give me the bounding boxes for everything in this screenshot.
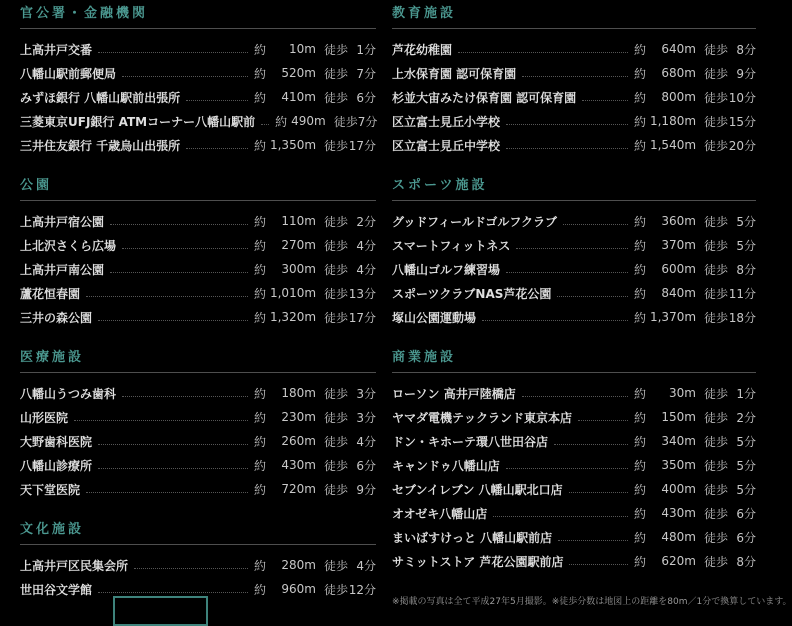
facility-row: [20, 381, 376, 405]
facility-row: [20, 553, 376, 577]
distance-value: 260m: [281, 434, 316, 448]
walk-label: 徒歩: [703, 434, 728, 449]
walk-minutes: 2分: [736, 410, 756, 425]
distance-value: 720m: [281, 482, 316, 496]
section-3: [20, 522, 376, 601]
walk-minutes: 3分: [356, 386, 376, 401]
walk-minutes: 7分: [356, 66, 376, 81]
approx-label: 約: [633, 286, 646, 301]
facility-name: 芦花幼稚園: [392, 42, 453, 57]
dotted-leader: [261, 112, 269, 125]
walk-minutes: 6分: [736, 530, 756, 545]
facility-name: ドン・キホーテ環八世田谷店: [392, 434, 549, 449]
walk-label: 徒歩: [703, 42, 728, 57]
facility-name: セブンイレブン 八幡山駅北口店: [392, 482, 563, 497]
distance-value: 350m: [661, 458, 696, 472]
distance-value: 960m: [281, 582, 316, 596]
section-2: [20, 350, 376, 501]
facility-row: [20, 453, 376, 477]
distance-value: 270m: [281, 238, 316, 252]
facility-row: [20, 281, 376, 305]
approx-label: 約: [253, 42, 266, 57]
section-title: 文化施設: [20, 522, 376, 545]
approx-label: 約: [633, 386, 646, 401]
distance-value: 10m: [289, 42, 316, 56]
walk-label: 徒歩: [703, 114, 728, 129]
approx-label: 約: [253, 214, 266, 229]
walk-label: 徒歩: [323, 458, 348, 473]
walk-label: 徒歩: [703, 482, 728, 497]
distance-value: 360m: [661, 214, 696, 228]
distance-value: 430m: [281, 458, 316, 472]
walk-minutes: 8分: [736, 42, 756, 57]
facility-name: まいばすけっと 八幡山駅前店: [392, 530, 553, 545]
walk-label: 徒歩: [703, 262, 728, 277]
facility-row: [392, 133, 756, 157]
distance-value: 230m: [281, 410, 316, 424]
walk-label: 徒歩: [323, 558, 348, 573]
section-title: 公園: [20, 178, 376, 201]
section-5: [392, 178, 756, 329]
dotted-leader: [563, 212, 628, 225]
approx-label: 約: [633, 506, 646, 521]
walk-label: 徒歩: [703, 410, 728, 425]
facility-row: [392, 405, 756, 429]
more-button[interactable]: [113, 596, 208, 626]
dotted-leader: [578, 408, 628, 421]
dotted-leader: [516, 236, 628, 249]
distance-value: 1,350m: [269, 138, 317, 152]
section-4: [392, 6, 756, 157]
walk-label: 徒歩: [703, 238, 728, 253]
dotted-leader: [569, 552, 628, 565]
walk-minutes: 9分: [356, 482, 376, 497]
distance-value: 180m: [281, 386, 316, 400]
distance-value: 150m: [661, 410, 696, 424]
approx-label: 約: [253, 434, 266, 449]
facility-list: [392, 381, 756, 573]
distance-value: 30m: [669, 386, 696, 400]
facility-row: [392, 477, 756, 501]
facility-row: [392, 257, 756, 281]
dotted-leader: [86, 480, 248, 493]
approx-label: 約: [253, 458, 266, 473]
facility-row: [392, 305, 756, 329]
facility-name: グッドフィールドゴルフクラブ: [392, 214, 558, 229]
approx-label: 約: [253, 66, 266, 81]
dotted-leader: [554, 432, 628, 445]
walk-minutes: 10分: [728, 90, 756, 105]
approx-label: 約: [253, 482, 266, 497]
facility-row: [392, 453, 756, 477]
facility-name: サミットストア 芦花公園駅前店: [392, 554, 564, 569]
facility-row: [392, 109, 756, 133]
distance-value: 680m: [661, 66, 696, 80]
walk-label: 徒歩: [323, 410, 348, 425]
approx-label: 約: [253, 582, 266, 597]
walk-minutes: 11分: [728, 286, 756, 301]
walk-minutes: 12分: [348, 582, 376, 597]
facility-name: スマートフィットネス: [392, 238, 511, 253]
walk-label: 徒歩: [703, 138, 728, 153]
facility-name: 上北沢さくら広場: [20, 238, 117, 253]
facility-list: [20, 37, 376, 157]
walk-minutes: 17分: [348, 310, 376, 325]
facility-list: [20, 553, 376, 601]
distance-value: 430m: [661, 506, 696, 520]
dotted-leader: [569, 480, 628, 493]
facility-name: 八幡山診療所: [20, 458, 93, 473]
dotted-leader: [522, 384, 628, 397]
walk-minutes: 5分: [736, 482, 756, 497]
approx-label: 約: [633, 114, 646, 129]
dotted-leader: [506, 260, 628, 273]
section-6: [392, 350, 756, 573]
facility-row: [392, 501, 756, 525]
walk-label: 徒歩: [323, 42, 348, 57]
dotted-leader: [122, 64, 248, 77]
distance-value: 370m: [661, 238, 696, 252]
distance-value: 400m: [661, 482, 696, 496]
approx-label: 約: [633, 214, 646, 229]
facility-row: [392, 85, 756, 109]
walk-label: 徒歩: [703, 554, 728, 569]
walk-label: 徒歩: [703, 530, 728, 545]
section-0: [20, 6, 376, 157]
approx-label: 約: [253, 310, 266, 325]
walk-label: 徒歩: [703, 90, 728, 105]
walk-minutes: 4分: [356, 434, 376, 449]
dotted-leader: [98, 432, 248, 445]
dotted-leader: [506, 136, 628, 149]
walk-minutes: 5分: [736, 458, 756, 473]
distance-value: 520m: [281, 66, 316, 80]
facility-row: [20, 305, 376, 329]
approx-label: 約: [633, 238, 646, 253]
section-title: スポーツ施設: [392, 178, 756, 201]
walk-minutes: 8分: [736, 262, 756, 277]
walk-minutes: 1分: [356, 42, 376, 57]
facility-name: キャンドゥ八幡山店: [392, 458, 500, 473]
approx-label: 約: [633, 42, 646, 57]
section-title: 官公署・金融機関: [20, 6, 376, 29]
distance-value: 600m: [661, 262, 696, 276]
dotted-leader: [122, 236, 248, 249]
walk-label: 徒歩: [323, 214, 348, 229]
walk-minutes: 2分: [356, 214, 376, 229]
walk-label: 徒歩: [703, 386, 728, 401]
approx-label: 約: [633, 262, 646, 277]
facility-name: スポーツクラブNAS芦花公園: [392, 286, 552, 301]
distance-value: 640m: [661, 42, 696, 56]
walk-label: 徒歩: [323, 238, 348, 253]
dotted-leader: [186, 88, 248, 101]
facility-list: [392, 209, 756, 329]
facility-name: 三菱東京UFJ銀行 ATMコーナー八幡山駅前: [20, 114, 256, 129]
dotted-leader: [482, 308, 628, 321]
approx-label: 約: [253, 238, 266, 253]
facility-row: [392, 429, 756, 453]
facility-row: [20, 233, 376, 257]
facility-row: [20, 429, 376, 453]
distance-value: 340m: [661, 434, 696, 448]
facility-name: 上高井戸南公園: [20, 262, 105, 277]
approx-label: 約: [633, 310, 646, 325]
facility-row: [20, 133, 376, 157]
approx-label: 約: [633, 410, 646, 425]
distance-value: 1,370m: [649, 310, 697, 324]
facility-row: [20, 405, 376, 429]
dotted-leader: [86, 284, 248, 297]
approx-label: 約: [253, 262, 266, 277]
facility-row: [20, 477, 376, 501]
facility-row: [392, 281, 756, 305]
walk-minutes: 15分: [728, 114, 756, 129]
distance-value: 490m: [291, 114, 326, 128]
walk-label: 徒歩: [323, 434, 348, 449]
facility-name: 大野歯科医院: [20, 434, 93, 449]
dotted-leader: [98, 580, 248, 593]
facility-row: [392, 233, 756, 257]
walk-minutes: 5分: [736, 434, 756, 449]
dotted-leader: [506, 456, 628, 469]
facility-name: 上高井戸宿公園: [20, 214, 105, 229]
walk-minutes: 13分: [348, 286, 376, 301]
dotted-leader: [74, 408, 248, 421]
approx-label: 約: [633, 554, 646, 569]
approx-label: 約: [633, 458, 646, 473]
facility-name: 三井の森公園: [20, 310, 93, 325]
dotted-leader: [122, 384, 248, 397]
walk-label: 徒歩: [703, 310, 728, 325]
facility-list: [20, 381, 376, 501]
facility-name: 世田谷文学館: [20, 582, 93, 597]
walk-label: 徒歩: [323, 138, 348, 153]
facility-name: 八幡山駅前郵便局: [20, 66, 117, 81]
approx-label: 約: [253, 90, 266, 105]
walk-minutes: 5分: [736, 214, 756, 229]
distance-value: 800m: [661, 90, 696, 104]
footnote: ※掲載の写真は全て平成27年5月撮影。※徒歩分数は地図上の距離を80m／1分で換算しています。: [392, 597, 792, 607]
dotted-leader: [110, 260, 248, 273]
facility-row: [392, 37, 756, 61]
facility-name: 三井住友銀行 千歳烏山出張所: [20, 138, 181, 153]
distance-value: 1,010m: [269, 286, 317, 300]
facility-name: 上水保育園 認可保育園: [392, 66, 517, 81]
facility-name: 八幡山ゴルフ練習場: [392, 262, 501, 277]
dotted-leader: [134, 556, 248, 569]
distance-value: 300m: [281, 262, 316, 276]
walk-label: 徒歩: [323, 310, 348, 325]
distance-value: 410m: [281, 90, 316, 104]
facility-name: 蘆花恒春園: [20, 286, 81, 301]
column-left: [20, 6, 376, 622]
walk-label: 徒歩: [323, 482, 348, 497]
walk-label: 徒歩: [333, 114, 358, 129]
facility-name: 上高井戸区民集会所: [20, 558, 129, 573]
facility-name: 塚山公園運動場: [392, 310, 477, 325]
distance-value: 1,180m: [649, 114, 697, 128]
walk-minutes: 6分: [356, 90, 376, 105]
walk-minutes: 4分: [356, 262, 376, 277]
facility-row: [20, 85, 376, 109]
section-1: [20, 178, 376, 329]
dotted-leader: [186, 136, 248, 149]
dotted-leader: [506, 112, 628, 125]
approx-label: 約: [633, 90, 646, 105]
approx-label: 約: [253, 410, 266, 425]
dotted-leader: [558, 528, 628, 541]
section-title: 商業施設: [392, 350, 756, 373]
dotted-leader: [458, 40, 628, 53]
facility-row: [392, 61, 756, 85]
dotted-leader: [493, 504, 628, 517]
walk-minutes: 9分: [736, 66, 756, 81]
facility-row: [20, 209, 376, 233]
walk-minutes: 8分: [736, 554, 756, 569]
approx-label: 約: [253, 286, 266, 301]
walk-label: 徒歩: [703, 66, 728, 81]
approx-label: 約: [633, 66, 646, 81]
facility-name: 上高井戸交番: [20, 42, 93, 57]
facility-name: 杉並大宙みたけ保育園 認可保育園: [392, 90, 577, 105]
facility-row: [392, 209, 756, 233]
distance-value: 840m: [661, 286, 696, 300]
walk-minutes: 6分: [736, 506, 756, 521]
facility-row: [20, 37, 376, 61]
distance-value: 620m: [661, 554, 696, 568]
facility-name: オオゼキ八幡山店: [392, 506, 488, 521]
walk-minutes: 18分: [728, 310, 756, 325]
walk-minutes: 6分: [356, 458, 376, 473]
column-right: [392, 6, 792, 607]
walk-label: 徒歩: [323, 582, 348, 597]
dotted-leader: [582, 88, 628, 101]
facility-name: ヤマダ電機テックランド東京本店: [392, 410, 573, 425]
walk-minutes: 4分: [356, 238, 376, 253]
walk-label: 徒歩: [703, 506, 728, 521]
section-title: 医療施設: [20, 350, 376, 373]
facility-name: みずほ銀行 八幡山駅前出張所: [20, 90, 181, 105]
facility-name: ローソン 高井戸陸橋店: [392, 386, 516, 401]
facility-name: 八幡山うつみ歯科: [20, 386, 117, 401]
facility-name: 天下堂医院: [20, 482, 81, 497]
distance-value: 480m: [661, 530, 696, 544]
approx-label: 約: [633, 530, 646, 545]
walk-label: 徒歩: [323, 286, 348, 301]
approx-label: 約: [633, 138, 646, 153]
facility-row: [392, 525, 756, 549]
walk-minutes: 1分: [736, 386, 756, 401]
dotted-leader: [557, 284, 628, 297]
approx-label: 約: [253, 138, 266, 153]
section-title: 教育施設: [392, 6, 756, 29]
walk-label: 徒歩: [323, 262, 348, 277]
facility-row: [20, 257, 376, 281]
distance-value: 1,320m: [269, 310, 317, 324]
walk-label: 徒歩: [323, 90, 348, 105]
walk-label: 徒歩: [703, 214, 728, 229]
dotted-leader: [98, 40, 248, 53]
walk-minutes: 3分: [356, 410, 376, 425]
facility-list: [392, 37, 756, 157]
facility-row: [392, 549, 756, 573]
approx-label: 約: [253, 558, 266, 573]
approx-label: 約: [633, 434, 646, 449]
approx-label: 約: [253, 386, 266, 401]
walk-label: 徒歩: [703, 286, 728, 301]
walk-minutes: 4分: [356, 558, 376, 573]
dotted-leader: [98, 456, 248, 469]
walk-minutes: 5分: [736, 238, 756, 253]
walk-label: 徒歩: [323, 386, 348, 401]
distance-value: 1,540m: [649, 138, 697, 152]
distance-value: 110m: [281, 214, 316, 228]
walk-minutes: 20分: [728, 138, 756, 153]
walk-label: 徒歩: [323, 66, 348, 81]
facility-list: [20, 209, 376, 329]
walk-minutes: 7分: [357, 114, 378, 129]
dotted-leader: [98, 308, 248, 321]
facility-name: 区立富士見丘中学校: [392, 138, 501, 153]
facility-name: 区立富士見丘小学校: [392, 114, 501, 129]
dotted-leader: [110, 212, 248, 225]
walk-minutes: 17分: [348, 138, 376, 153]
approx-label: 約: [275, 114, 288, 129]
facility-name: 山形医院: [20, 410, 69, 425]
facility-row: [20, 61, 376, 85]
walk-label: 徒歩: [703, 458, 728, 473]
facility-row: [20, 109, 376, 133]
dotted-leader: [522, 64, 628, 77]
approx-label: 約: [633, 482, 646, 497]
facility-row: [392, 381, 756, 405]
distance-value: 280m: [281, 558, 316, 572]
